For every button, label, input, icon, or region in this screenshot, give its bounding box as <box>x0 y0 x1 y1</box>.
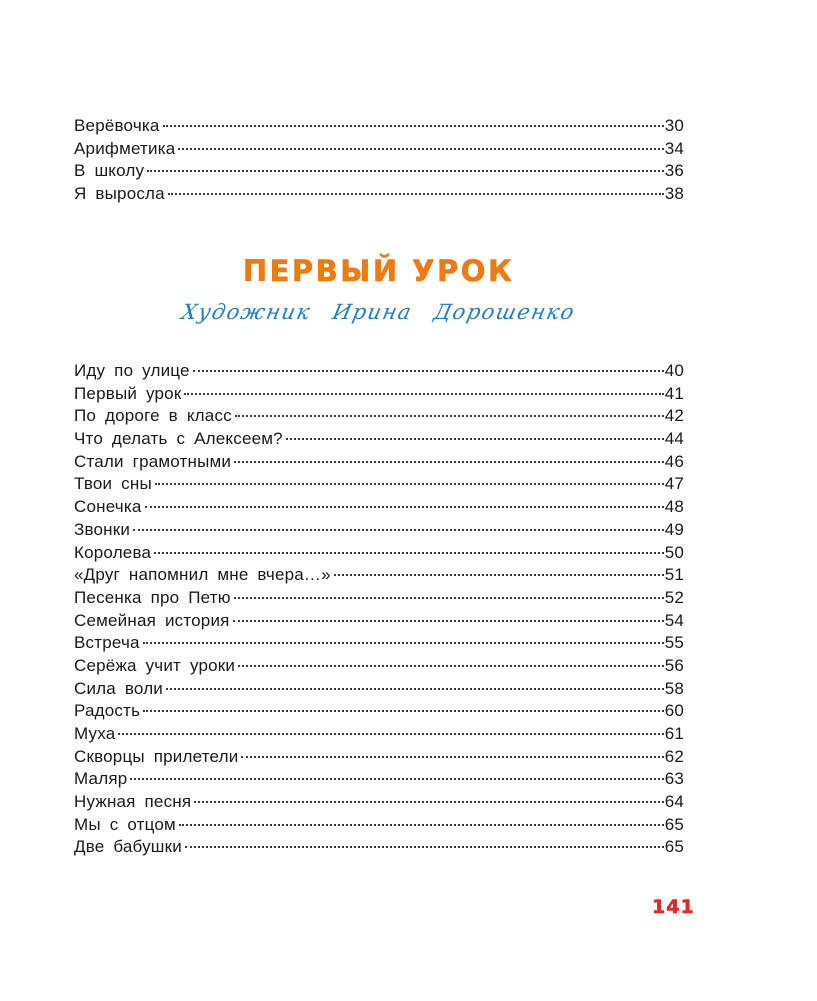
toc-leader-dots <box>163 125 664 127</box>
toc-entry-title: Встреча <box>74 633 140 653</box>
toc-entry[interactable] <box>74 836 684 859</box>
toc-entry[interactable] <box>74 183 684 206</box>
toc-leader-dots <box>185 846 664 848</box>
toc-entry-title: Твои сны <box>74 474 152 494</box>
toc-entry-title: Мы с отцом <box>74 814 176 834</box>
toc-leader-dots <box>194 801 663 803</box>
toc-entry-title: Королева <box>74 542 152 562</box>
toc-entry[interactable] <box>74 655 684 678</box>
toc-entry-title: Нужная песня <box>74 792 192 812</box>
toc-entry-title: Сонечка <box>74 497 142 517</box>
toc-leader-dots <box>143 642 664 644</box>
toc-entry-page: 38 <box>664 184 684 204</box>
toc-entry-page: 55 <box>664 633 684 653</box>
toc-entry-title: Скворцы прилетели <box>74 746 239 766</box>
toc-entry-page: 36 <box>664 161 684 181</box>
toc-entry[interactable] <box>74 632 684 655</box>
toc-entry[interactable] <box>74 791 684 814</box>
toc-leader-dots <box>168 193 664 195</box>
toc-entry-page: 58 <box>664 678 684 698</box>
toc-entry-page: 41 <box>664 383 684 403</box>
toc-entry[interactable] <box>74 473 684 496</box>
toc-entry[interactable] <box>74 542 684 565</box>
toc-entry[interactable] <box>74 564 684 587</box>
toc-entry-title: Песенка про Петю <box>74 587 231 607</box>
toc-entry-title: Семейная история <box>74 610 230 630</box>
toc-entry-page: 60 <box>664 701 684 721</box>
toc-top-list <box>74 115 684 206</box>
toc-entry-title: Звонки <box>74 519 131 539</box>
page-number: 141 <box>652 896 695 918</box>
toc-entry-page: 52 <box>664 587 684 607</box>
toc-entry[interactable] <box>74 768 684 791</box>
section-artist-credit: Художник Ирина Дорошенко <box>179 300 578 324</box>
toc-entry-title: Верёвочка <box>74 116 160 135</box>
toc-entry-title: По дороге в класс <box>74 406 232 426</box>
toc-entry-page: 61 <box>664 724 684 743</box>
toc-entry-title: Стали грамотными <box>74 451 232 471</box>
toc-leader-dots <box>145 506 664 508</box>
toc-leader-dots <box>147 170 663 172</box>
toc-entry-title: Арифметика <box>74 138 176 158</box>
toc-leader-dots <box>235 415 664 417</box>
toc-leader-dots <box>118 733 663 735</box>
toc-entry[interactable] <box>74 678 684 701</box>
toc-entry-page: 51 <box>664 565 684 585</box>
toc-entry[interactable] <box>74 496 684 519</box>
toc-entry-page: 54 <box>664 610 684 630</box>
toc-main-list <box>74 360 684 859</box>
toc-entry-page: 50 <box>664 542 684 562</box>
toc-entry-page: 65 <box>664 814 684 834</box>
toc-leader-dots <box>334 574 664 576</box>
toc-entry[interactable] <box>74 160 684 183</box>
toc-entry-title: Две бабушки <box>74 837 182 857</box>
toc-entry-page: 42 <box>664 406 684 426</box>
toc-entry-title: Что делать с Алексеем? <box>74 429 283 449</box>
toc-entry[interactable] <box>74 519 684 542</box>
toc-entry[interactable] <box>74 360 684 383</box>
toc-leader-dots <box>241 756 663 758</box>
toc-entry-title: Первый урок <box>74 383 182 403</box>
toc-leader-dots <box>179 824 664 826</box>
toc-entry[interactable] <box>74 610 684 633</box>
toc-entry-page: 49 <box>664 519 684 539</box>
toc-entry[interactable] <box>74 587 684 610</box>
toc-leader-dots <box>238 665 664 667</box>
toc-leader-dots <box>166 688 664 690</box>
toc-entry-title: Сила воли <box>74 678 164 698</box>
toc-entry[interactable] <box>74 428 684 451</box>
toc-leader-dots <box>130 778 663 780</box>
toc-entry-title: Радость <box>74 701 141 721</box>
toc-entry-page: 46 <box>664 451 684 471</box>
toc-entry-title: «Друг напомнил мне вчера…» <box>74 565 331 585</box>
toc-entry[interactable] <box>74 451 684 474</box>
toc-entry-page: 40 <box>664 361 684 380</box>
toc-entry[interactable] <box>74 405 684 428</box>
toc-leader-dots <box>143 710 664 712</box>
toc-leader-dots <box>184 393 663 395</box>
toc-leader-dots <box>155 483 664 485</box>
toc-entry-title: В школу <box>74 161 145 181</box>
toc-entry-page: 48 <box>664 497 684 517</box>
toc-entry[interactable] <box>74 115 684 138</box>
toc-entry-title: Иду по улице <box>74 361 190 380</box>
toc-entry-page: 47 <box>664 474 684 494</box>
toc-entry-page: 44 <box>664 429 684 449</box>
toc-leader-dots <box>286 438 664 440</box>
toc-entry-page: 65 <box>664 837 684 857</box>
toc-leader-dots <box>178 148 663 150</box>
section-title: ПЕРВЫЙ УРОК <box>242 254 515 288</box>
toc-entry-title: Серёжа учит уроки <box>74 655 236 675</box>
toc-entry[interactable] <box>74 383 684 406</box>
toc-entry-page: 62 <box>664 746 684 766</box>
toc-leader-dots <box>234 461 664 463</box>
toc-entry-page: 63 <box>664 769 684 789</box>
toc-entry[interactable] <box>74 700 684 723</box>
toc-entry[interactable] <box>74 723 684 746</box>
toc-entry-page: 30 <box>664 116 684 135</box>
toc-entry-title: Маляр <box>74 769 128 789</box>
toc-entry[interactable] <box>74 746 684 769</box>
toc-entry-title: Я выросла <box>74 184 165 204</box>
toc-leader-dots <box>233 620 664 622</box>
toc-entry-page: 56 <box>664 655 684 675</box>
toc-entry-title: Муха <box>74 724 116 743</box>
toc-leader-dots <box>193 370 664 372</box>
toc-entry[interactable] <box>74 814 684 837</box>
toc-entry-page: 64 <box>664 792 684 812</box>
toc-leader-dots <box>234 597 664 599</box>
toc-entry-page: 34 <box>664 138 684 158</box>
toc-leader-dots <box>154 552 664 554</box>
toc-leader-dots <box>133 529 664 531</box>
toc-entry[interactable] <box>74 138 684 161</box>
